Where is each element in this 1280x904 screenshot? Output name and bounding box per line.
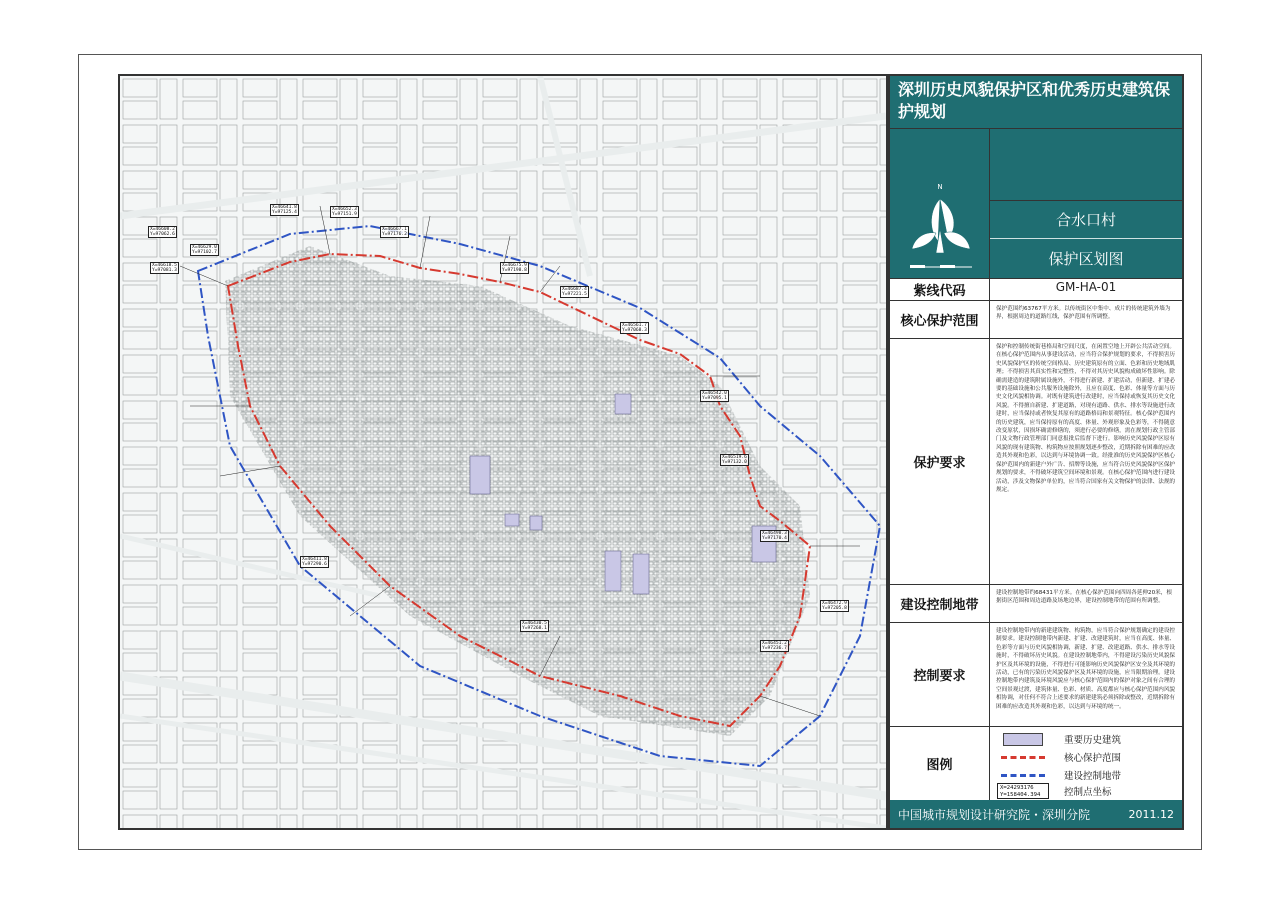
coordinate-mark: X=46667.1 Y=97176.2 xyxy=(382,227,407,237)
row-label: 图例 xyxy=(890,727,990,800)
control-line-icon xyxy=(996,767,1050,783)
coordinate-mark: X=46411.8 Y=97290.6 xyxy=(302,557,327,567)
core-line-icon xyxy=(996,749,1050,765)
row-core-range xyxy=(890,300,1182,338)
village-name: 合水口村 xyxy=(990,200,1182,238)
legend-coord-box xyxy=(996,783,1112,799)
coordinate-mark: X=46430.5 Y=97268.1 xyxy=(522,621,547,631)
organization-name: 中国城市规划设计研究院・深圳分院 xyxy=(898,807,1091,822)
title-block-spacer xyxy=(990,128,1182,200)
legend-panel xyxy=(888,74,1184,830)
compass-cell xyxy=(890,128,990,278)
coordinate-mark: X=46687.4 Y=97221.5 xyxy=(562,287,587,297)
protection-requirements-text: 保护和控制传统街巷格局和空间尺度，在闲置空地上开辟公共活动空间。在核心保护范围内从事建设活动，应当符合保护规划的要求，不得损害历史风貌保护区的传统空间格局、历史建筑原有的立面、色彩和历史地域肌理；不得损害其真实性和完整性，不得对其历史风貌构成破坏性影响。除确需建造的建筑附属设施外，不得进行新建、扩建活动，但新建、扩建必要的基础设施和公共服务设施除外，且应在高度、色彩、体量等方面与历史文化风貌相协调。对既有建筑进行改建时，应当保持或恢复其历史文化风貌。不得擅自新建、扩建道路，对现有道路、供水、排水等设施进行改建时，应当保持或者恢复其原有的道路格局和景观特征。核心保护范围内的历史建筑，应当保持原有的高度、体量、外观形象及色彩等，不得随意改变原状，因损坏确需修缮的，须进行必要的修缮，需在规划行政主管部门及文物行政管理部门同意报批后监督下进行。影响历史风貌保护区原有风貌的现有建筑物、构筑物应按照规划逐步整改，近期拆除有困难的应改造其外观和色彩，以达到与环境协调一致。经批准的历史风貌保护区核心保护范围内的新建户外广告、招牌等设施，应当符合历史风貌保护区保护规划的要求，不得破坏建筑空间环境和景观。在核心保护范围内进行建设活动，涉及文物保护单位的，应当符合国家有关文物保护的法律、法规的规定。 xyxy=(996,344,1176,493)
coordinate-mark: X=46629.0 Y=97102.7 xyxy=(192,245,217,255)
legend-building-swatch xyxy=(996,731,1121,747)
row-label: 控制要求 xyxy=(890,623,990,726)
map-canvas[interactable] xyxy=(120,76,886,828)
legend-label: 控制点坐标 xyxy=(1064,787,1112,798)
legend-label: 建设控制地带 xyxy=(1064,771,1122,782)
svg-text:N: N xyxy=(937,183,943,191)
control-zone-text: 建设控制地带约68431平方米。在核心保护范围向四周各延伸20米，根据街区范围和周边道路及场地边界，建设控制地带的范围有所调整。 xyxy=(996,590,1172,605)
row-legend xyxy=(890,726,1182,800)
row-purple-line-code xyxy=(890,278,1182,300)
control-requirements-text: 建设控制地带内的新建建筑物、构筑物，应当符合保护规划确定的建设控制要求。建设控制地带内新建、扩建、改建建筑时，应当在高度、体量、色彩等方面与历史风貌相协调，新建、扩建、改建道路、供水、排水等设施时，不得破坏历史风貌。在建设控制地带内，不得建设污染历史风貌保护区及其环境的设施，不得进行可能影响历史风貌保护区安全及其环境的活动，已有的污染历史风貌保护区及其环境的设施，应当限期治理。建设控制地带内建筑及环境风貌应与核心保护范围内的保护对象之间有合理的空间景观过渡，建筑体量、色彩、材质、高度都应与核心保护范围内风貌相协调，对任何不符合上述要求的新建建筑必须拆除或整改，近期拆除有困难的应改造其外观和色彩，以达到与环境的统一。 xyxy=(996,628,1176,710)
coordinate-mark: X=46608.2 Y=97062.6 xyxy=(150,227,175,237)
purple-line-code: GM-HA-01 xyxy=(1055,280,1117,294)
coordinate-mark: X=46542.0 Y=97095.1 xyxy=(702,391,727,401)
row-control-requirements xyxy=(890,622,1182,726)
row-label: 保护要求 xyxy=(890,339,990,584)
core-range-text: 保护范围约63767平方米。以传统街区中集中、成片的传统建筑外墙为界，根据周边的道路红线，保护范围有所调整。 xyxy=(996,306,1171,321)
map-name: 保护区划图 xyxy=(990,238,1182,278)
legend-label: 重要历史建筑 xyxy=(1064,735,1122,746)
plan-title: 深圳历史风貌保护区和优秀历史建筑保护规划 xyxy=(890,76,1182,128)
legend-control-line xyxy=(996,767,1121,783)
coordinate-mark: X=46451.2 Y=97236.7 xyxy=(762,641,787,651)
map-view[interactable] xyxy=(118,74,888,830)
building-swatch-icon xyxy=(996,731,1050,747)
row-label: 紫线代码 xyxy=(890,279,990,300)
footer-bar xyxy=(890,800,1182,828)
legend-core-line xyxy=(996,749,1121,765)
coordinate-mark: X=46472.9 Y=97205.8 xyxy=(822,601,847,611)
coordinate-mark: X=46652.3 Y=97151.9 xyxy=(332,207,357,217)
coordinate-mark: X=46519.6 Y=97132.0 xyxy=(722,455,747,465)
legend-label: 核心保护范围 xyxy=(1064,753,1122,764)
coord-box-icon: X=24293176 Y=158404.394 xyxy=(996,783,1050,799)
plan-date: 2011.12 xyxy=(1128,807,1174,821)
row-label: 建设控制地带 xyxy=(890,585,990,622)
coordinate-mark: X=46675.9 Y=97198.8 xyxy=(502,263,527,273)
row-control-zone xyxy=(890,584,1182,622)
north-arrow-icon xyxy=(890,129,990,279)
coordinate-mark: X=46641.8 Y=97125.4 xyxy=(272,205,297,215)
row-label: 核心保护范围 xyxy=(890,301,990,338)
row-protection-requirements xyxy=(890,338,1182,584)
coordinate-mark: X=46498.3 Y=97170.4 xyxy=(762,531,787,541)
coordinate-mark: X=46561.7 Y=97068.3 xyxy=(622,323,647,333)
coordinate-mark: X=46618.5 Y=97081.3 xyxy=(152,263,177,273)
